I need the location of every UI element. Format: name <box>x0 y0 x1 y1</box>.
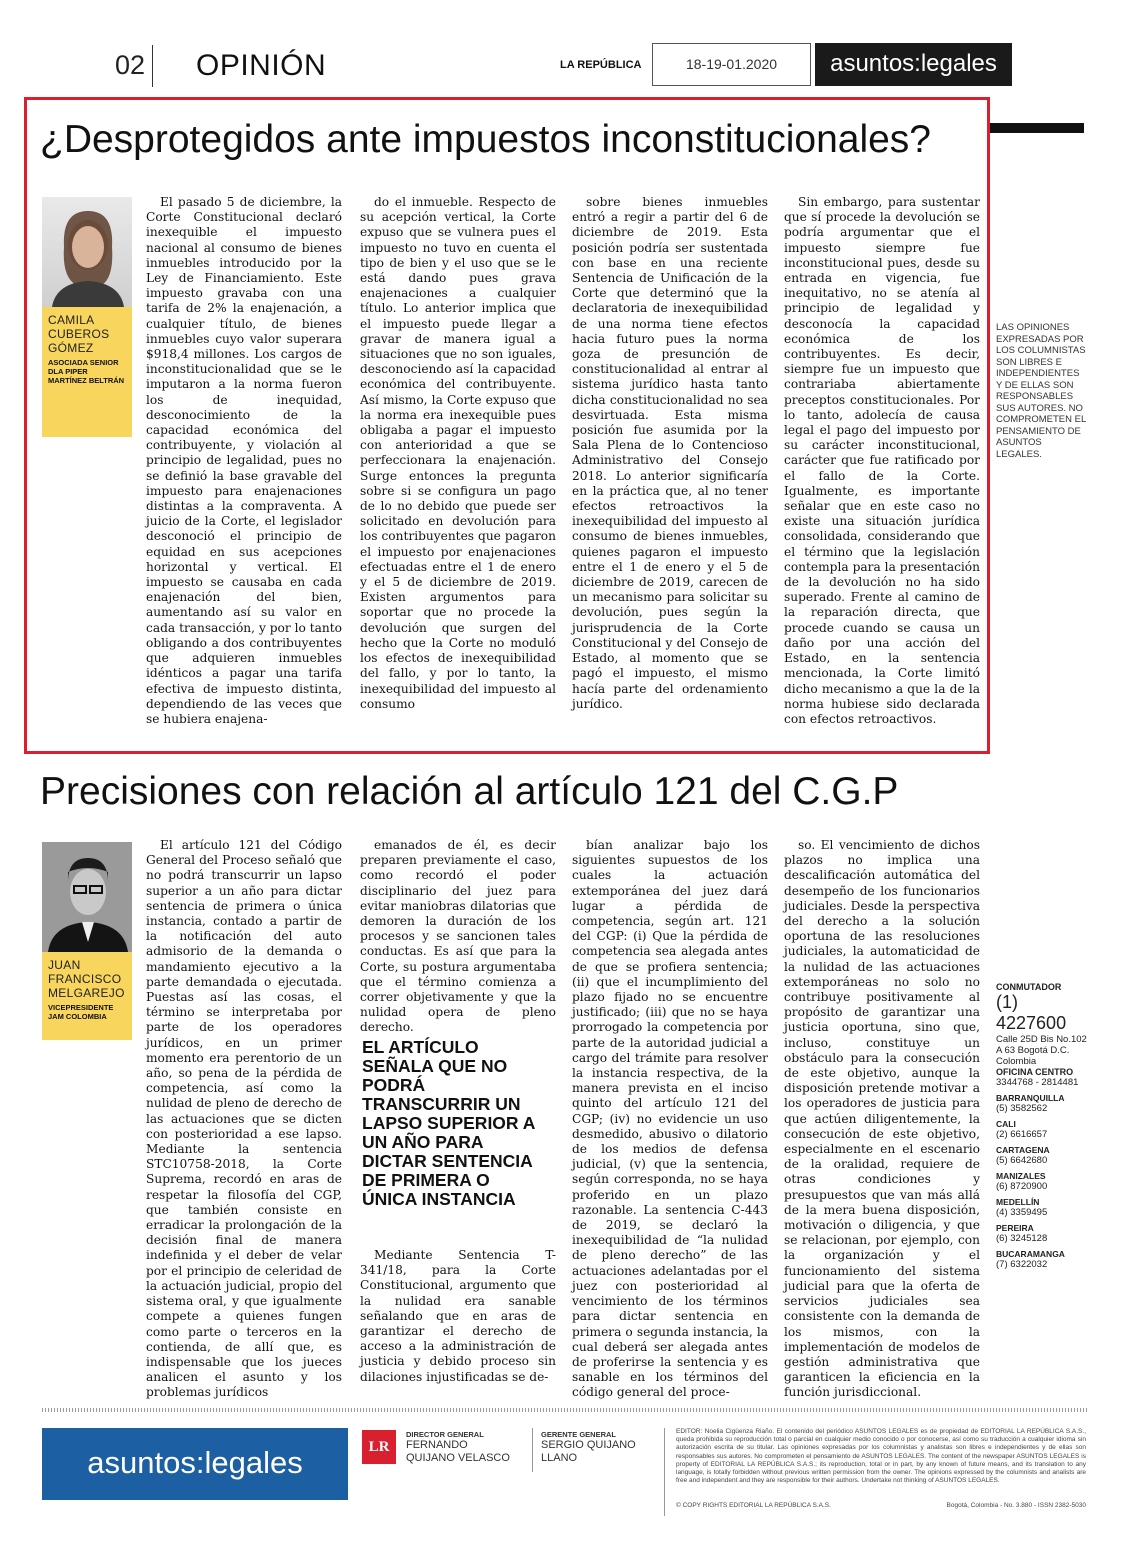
contact-sidebar <box>996 982 1088 1270</box>
footer-rule <box>42 1408 1087 1412</box>
city-name: MEDELLÍN <box>996 1197 1040 1207</box>
footer-brand-logo: asuntos:legales <box>42 1428 348 1500</box>
city-name: BUCARAMANGA <box>996 1249 1065 1259</box>
article-1-col-2-text: do el inmueble. Respecto de su acepción vertical, la Corte expuso que se vulnera pues el impuesto no tuvo en cuenta el tipo de bien y el uso que se le está dando pues grava enajenaciones a cualquier título. Lo anterior implica que el impuesto puede llegar a gravar de manera igual a situaciones que no son iguales, desconociendo así la capacidad económica del contribuyente. Así mismo, la Corte expuso que la norma era inexequible pues obligaba a pagar el impuesto con anterioridad a que se perfeccionara la enajenación. Surge entonces la pregunta sobre si se configura un pago de lo no debido que puede ser solicitado en devolución para los contribuyentes que pagaron el impuesto por enajenaciones efectuadas entre el 1 de enero y el 5 de diciembre de 2019. Existen argumentos para soportar que no procede la devolución que surgen del hecho que la Corte no moduló los efectos de inexequibilidad del fallo, y por lo tanto, la inexequibilidad del impuesto al consumo <box>360 195 556 711</box>
article-1-col-3-text: sobre bienes inmuebles entró a regir a partir del 6 de diciembre de 2019. Esta posición podría ser sustentada con base en una reciente Sentencia de Unificación de la Corte que determinó que la declaratoria de inexequibilidad de una norma tiene efectos hacia futuro pues la norma goza de presunción de constitucionalidad al entrar al sistema jurídico hasta tanto dicha constitucionalidad no sea desvirtuada. Esta misma posición fue asumida por la Sala Plena de lo Contencioso Administrativo del Consejo 2018. Lo anterior significaría en la práctica que, al no tener efectos retroactivos la inexequibilidad del impuesto al consumo de bienes inmuebles, quienes pagaron el impuesto entre el 1 de enero y el 5 de diciembre de 2019, carecen de un mecanismo para solicitar su devolución, pues según la jurisprudencia de la Corte Constitucional y del Consejo de Estado, al momento que se pagó el impuesto, el mismo hacía parte del ordenamiento jurídico. <box>572 195 768 711</box>
edition-info: Bogotá, Colombia - No. 3.880 - ISSN 2382-5030 <box>946 1502 1086 1509</box>
article-1-headline: ¿Desprotegidos ante impuestos inconstitucionales? <box>40 118 932 161</box>
city-phone: (4) 3359495 <box>996 1207 1048 1218</box>
author-1-role: ASOCIADA SENIOR DLA PIPER MARTÍNEZ BELTRÁN <box>48 358 125 385</box>
city-name: CARTAGENA <box>996 1145 1050 1155</box>
author-1-card <box>42 307 132 437</box>
author-1-photo <box>42 197 132 307</box>
copyright: © COPY RIGHTS EDITORIAL LA REPÚBLICA S.A.S. <box>676 1502 831 1509</box>
brand-logo: asuntos:legales <box>815 43 1012 86</box>
article-2-column-3 <box>572 838 768 1400</box>
manager-label: GERENTE GENERAL <box>541 1430 617 1439</box>
article-2-col-4-text: so. El vencimiento de dichos plazos no implica una descalificación automática del desempeño de los funcionarios judiciales. Desde la perspectiva del derecho a la solución oportuna de las resoluciones judiciales, la automaticidad de la nulidad de las actuaciones extemporáneas no solo no contribuye positivamente al propósito de garantizar una justicia oportuna, sino que, incluso, constituye un obstáculo para la consecución de este objetivo, aunque la disposición pretende motivar a los operadores de justicia para que actúen diligentemente, la consecución de este objetivo, especialmente en el escenario de la oralidad, requiere de otras condiciones y presupuestos que van más allá de la mera buena disposición, motivación o diligencia, y que se relacionan, por ejemplo, con la organización y el funcionamiento del sistema judicial para que la oferta de servicios judiciales sea consistente con la demanda de los mismos, con la implementación de modelos de gestión administrativa que garanticen la eficiencia en la función jurisdiccional. <box>784 838 980 1400</box>
author-2-photo <box>42 842 132 952</box>
city-name: CALI <box>996 1119 1016 1129</box>
director-label: DIRECTOR GENERAL <box>406 1430 484 1439</box>
article-1-col-4-text: Sin embargo, para sustentar que sí procede la devolución se podría argumentar que el impuesto siempre fue inconstitucional pues, desde su entrada en vigencia, fue inequitativo, no se atenía al principio de legalidad y desconocía la capacidad económica de los contribuyentes. Es decir, siempre fue un impuesto que contrariaba abiertamente preceptos constitucionales. Por lo tanto, adolecía de causa legal el pago del impuesto por su carácter inconstitucional, carácter que fue ratificado por el fallo de la Corte. Igualmente, es importante señalar que en este caso no existe una situación jurídica consolidada, considerando que el término que la legislación contempla para la presentación de la devolución no ha sido superado. Frente al camino de la reparación directa, que procede cuando se causa un daño por una acción del Estado, en la sentencia mencionada, la Corte limitó dicho mecanismo a que la de la norma hubiese sido declarada con efectos retroactivos. <box>784 195 980 726</box>
article-2-col-2-text: emanados de él, es decir preparen previamente el caso, como recordó el poder disciplinario del juez para evitar maniobras dilatorias que demoren la duración de los procesos y se sancionen tales conductas. Es así que para la Corte, su postura argumentaba que el término comienza a correr objetivamente y que la nulidad opera de pleno derecho. <box>360 838 556 1035</box>
newspaper-name: LA REPÚBLICA <box>560 59 642 71</box>
footer-divider <box>664 1428 665 1516</box>
page-number: 02 <box>115 50 146 80</box>
article-2-col-1-text: El artículo 121 del Código General del Proceso señaló que no podrá transcurrir un lapso superior a un año para dictar sentencia de primera o única instancia, contado a partir de la notificación del auto admisorio de la demanda o mandamiento ejecutivo a la parte demandada o ejecutada. Puestas así las cosas, el término se interpretaba por parte de los operadores jurídicos, en un primer momento era perentorio de un año, so pena de la pérdida de competencia, así como la nulidad de pleno de derecho de las actuaciones que se dicten con posterioridad a ese lapso. Mediante la sentencia STC10758-2018, la Corte Suprema, recordó en aras de respetar la filosofía del CGP, que también consiste en erradicar la prolongación de la decisión final de manera indefinida y el deber de velar por el principio de celeridad de la actuación judicial, propio del sistema oral, y que igualmente compete a quienes fungen como parte o terceros en la contienda, de allí que, es indispensable que los jueces analicen el asunto y los problemas jurídicos <box>146 838 342 1400</box>
lr-logo: LR <box>362 1430 396 1464</box>
footer-divider <box>532 1428 533 1472</box>
opinion-disclaimer: LAS OPINIONES EXPRESADAS POR LOS COLUMNISTAS SON LIBRES E INDEPENDIENTES Y DE ELLAS SON RESPONSABLES SUS AUTORES. NO COMPROMETEN EL PENSAMIENTO DE ASUNTOS LEGALES. <box>996 322 1086 460</box>
article-1-col-1-text: El pasado 5 de diciembre, la Corte Constitucional declaró inexequible el impuesto nacional al consumo de bienes inmuebles introducido por la Ley de Financiamiento. Este impuesto gravaba con una tarifa de 2% la enajenación, a cualquier título, de bienes inmuebles cuyo valor superara $918,4 millones. Los cargos de inconstitucionalidad que se le imputaron a la norma fueron los de inequidad, desconocimiento de la capacidad económica del contribuyente, y violación al principio de legalidad, pues no se definió la base gravable del impuesto para enajenaciones distintas a la compraventa. A juicio de la Corte, el legislador desconoció el principio de equidad en sus acepciones horizontal y vertical. El impuesto se causaba en cada enajenación del bien, aumentando así su valor en cada transacción, y por lo tanto obligando a dos contribuyentes que adquieren inmuebles idénticos a pagar una tarifa efectiva de impuesto distinta, dependiendo de las veces que se hubiera enajena- <box>146 195 342 726</box>
office-phones: 3344768 - 2814481 <box>996 1077 1079 1088</box>
manager-block <box>541 1430 641 1465</box>
issue-date: 18-19-01.2020 <box>652 43 811 86</box>
city-name: BARRANQUILLA <box>996 1093 1065 1103</box>
author-2-name: JUAN FRANCISCO MELGAREJO <box>48 958 125 1000</box>
city-phone: (6) 3245128 <box>996 1233 1048 1244</box>
conmutador-label: CONMUTADOR <box>996 982 1062 992</box>
article-2-column-4 <box>784 838 980 1400</box>
section-title: OPINIÓN <box>196 49 327 82</box>
article-2-col-2b-text: Mediante Sentencia T-341/18, para la Corte Constitucional, argumento que la nulidad era sanable señalando que en aras de garantizar el derecho de acceso a la administración de justicia y debido proceso sin dilaciones injustificadas se de- <box>360 1248 556 1384</box>
header-divider <box>152 45 153 87</box>
legal-footer <box>676 1502 1086 1509</box>
article-1-column-3 <box>572 195 768 741</box>
author-2-card <box>42 952 132 1040</box>
legal-notice: EDITOR: Noelia Cigüenza Riaño. El contenido del periódico ASUNTOS LEGALES es de propiedad de EDITORIAL LA REPÚBLICA S.A.S., queda prohibida su reproducción total o parcial en cualquier medio conocido o por conocerse, así como su traducción a cualquier idioma sin autorización escrita de su titular. Las opiniones expresadas por los columnistas y analistas son libres e independientes y de ellas son responsables sus autores. No comprometen el pensamiento de ASUNTOS LEGALES. The content of the newspaper ASUNTOS LEGALES is property of EDITORIAL LA REPÚBLICA S.A.S.; its reproduction, total or in part, by any known of future means, and its translation to any language, is totally forbidden without previous written permission from the owner. The opinions expressed by the columnists and analists are free and independent and they are responsible for their authors. Undertake not thinking of ASUNTOS LEGALES. <box>676 1428 1086 1485</box>
article-2-column-2b <box>360 1248 556 1384</box>
office-label: OFICINA CENTRO <box>996 1067 1074 1077</box>
article-2-column-1 <box>146 838 342 1400</box>
director-name: FERNANDO QUIJANO VELASCO <box>406 1439 510 1464</box>
city-phone: (7) 6322032 <box>996 1259 1048 1270</box>
side-bar-marker <box>990 123 1084 133</box>
director-block <box>406 1430 516 1465</box>
article-1-column-2 <box>360 195 556 741</box>
city-phone: (5) 3582562 <box>996 1103 1048 1114</box>
author-2-role: VICEPRESIDENTE JAM COLOMBIA <box>48 1003 114 1021</box>
city-name: PEREIRA <box>996 1223 1034 1233</box>
article-1-column-4 <box>784 195 980 741</box>
city-name: MANIZALES <box>996 1171 1046 1181</box>
manager-name: SERGIO QUIJANO LLANO <box>541 1439 636 1464</box>
article-1-column-1 <box>146 195 342 741</box>
author-1-name: CAMILA CUBEROS GÓMEZ <box>48 313 110 355</box>
address: Calle 25D Bis No.102 A 63 Bogotá D.C. Colombia <box>996 1034 1087 1067</box>
conmutador-number: (1) 4227600 <box>996 992 1067 1033</box>
article-2-col-3-text: bían analizar bajo los siguientes supuestos de los cuales la actuación extemporánea del juez dará lugar a pérdida de competencia, según art. 121 del CGP: (i) Que la pérdida de competencia sea alegada antes de que se profiera sentencia; (ii) que el incumplimiento del plazo fijado no se encuentre justificado; (iii) que no se haya prorrogado la competencia por parte de la autoridad judicial a cargo del trámite para resolver la instancia respectiva, de la manera prevista en el inciso quinto del artículo 121 del CGP; (iv) no evidencie un uso desmedido, abusivo o dilatorio de los medios de defensa judicial, (v) que la sentencia, según corresponda, no se haya proferido en un plazo razonable. La sentencia C-443 de 2019, se declaró la inexequibilidad de “la nulidad de pleno derecho” de las actuaciones adelantadas por el juez con posterioridad al vencimiento de los términos para dictar sentencia en primera o segunda instancia, la cual deberá ser alegada antes de proferirse la sentencia y es sanable en los términos del código general del proce- <box>572 838 768 1400</box>
article-2-column-2 <box>360 838 556 1035</box>
city-phone: (5) 6642680 <box>996 1155 1048 1166</box>
pull-quote: EL ARTÍCULO SEÑALA QUE NO PODRÁ TRANSCURRIR UN LAPSO SUPERIOR A UN AÑO PARA DICTAR SENTENCIA DE PRIMERA O ÚNICA INSTANCIA <box>362 1037 535 1209</box>
city-phone: (2) 6616657 <box>996 1129 1048 1140</box>
city-phone: (6) 8720900 <box>996 1181 1048 1192</box>
article-2-headline: Precisiones con relación al artículo 121 del C.G.P <box>40 770 899 813</box>
